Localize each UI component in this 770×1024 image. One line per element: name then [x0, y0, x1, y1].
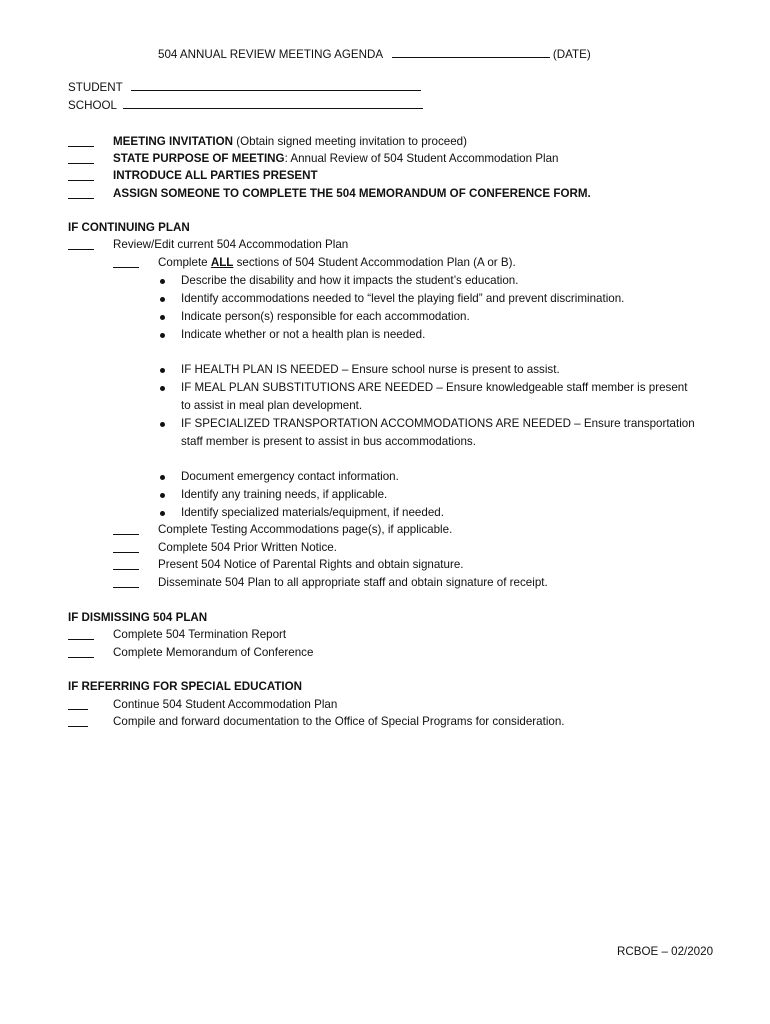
bullet-continuation: to assist in meal plan development. — [181, 399, 363, 412]
bullet-item: Identify specialized materials/equipment, if needed. — [181, 506, 444, 519]
checkbox-line[interactable] — [68, 135, 94, 147]
bullet-icon — [160, 511, 165, 516]
refer-item: Continue 504 Student Accommodation Plan — [113, 698, 338, 711]
bullet-icon — [160, 368, 165, 373]
dismiss-item: Complete Memorandum of Conference — [113, 646, 314, 659]
checkbox-line[interactable] — [68, 238, 94, 250]
refer-item: Compile and forward documentation to the Office of Special Programs for consideration. — [113, 715, 565, 728]
bullet-icon — [160, 279, 165, 284]
bullet-item: Document emergency contact information. — [181, 470, 399, 483]
bullet-item: IF HEALTH PLAN IS NEEDED – Ensure school nurse is present to assist. — [181, 363, 560, 376]
date-label: (DATE) — [552, 48, 591, 61]
checkbox-line[interactable] — [68, 169, 94, 181]
checkbox-line[interactable] — [68, 715, 88, 727]
checklist-bold: STATE PURPOSE OF MEETING — [113, 152, 285, 165]
checklist-bold: INTRODUCE ALL PARTIES PRESENT — [113, 169, 318, 182]
complete-all-item — [158, 256, 516, 269]
task-item: Disseminate 504 Plan to all appropriate staff and obtain signature of receipt. — [158, 576, 548, 589]
bullet-icon — [160, 422, 165, 427]
checklist-item — [113, 152, 558, 165]
section-heading-continuing: IF CONTINUING PLAN — [68, 221, 190, 234]
bullet-continuation: staff member is present to assist in bus accommodations. — [181, 435, 476, 448]
bullet-icon — [160, 386, 165, 391]
school-label: SCHOOL — [68, 99, 117, 112]
checkbox-line[interactable] — [68, 646, 94, 658]
section-heading-dismissing: IF DISMISSING 504 PLAN — [68, 611, 208, 624]
checklist-item — [113, 187, 591, 200]
checkbox-line[interactable] — [68, 152, 94, 164]
bullet-item: Indicate person(s) responsible for each accommodation. — [181, 310, 470, 323]
dismiss-item: Complete 504 Termination Report — [113, 628, 287, 641]
document-title: 504 ANNUAL REVIEW MEETING AGENDA — [158, 48, 383, 61]
checklist-bold: ASSIGN SOMEONE TO COMPLETE THE 504 MEMORANDUM OF CONFERENCE FORM. — [113, 187, 591, 200]
task-item: Complete Testing Accommodations page(s), if applicable. — [158, 523, 453, 536]
bullet-icon — [160, 333, 165, 338]
section-heading-referring: IF REFERRING FOR SPECIAL EDUCATION — [68, 680, 303, 693]
task-item: Present 504 Notice of Parental Rights and obtain signature. — [158, 558, 464, 571]
checkbox-line[interactable] — [113, 256, 139, 268]
student-row — [68, 80, 421, 94]
bullet-icon — [160, 315, 165, 320]
bullet-icon — [160, 475, 165, 480]
checkbox-line[interactable] — [113, 558, 139, 570]
complete-suffix: sections of 504 Student Accommodation Plan (A or B). — [233, 256, 516, 269]
bullet-item: Describe the disability and how it impacts the student’s education. — [181, 274, 519, 287]
checklist-item — [113, 169, 318, 182]
checkbox-line[interactable] — [68, 628, 94, 640]
checklist-text: : Annual Review of 504 Student Accommodation Plan — [284, 152, 559, 165]
date-field[interactable] — [392, 47, 550, 58]
bullet-item: Indicate whether or not a health plan is needed. — [181, 328, 426, 341]
bullet-item: Identify accommodations needed to “level the playing field” and prevent discrimination. — [181, 292, 625, 305]
bullet-item: IF SPECIALIZED TRANSPORTATION ACCOMMODATIONS ARE NEEDED – Ensure transportation — [181, 417, 695, 430]
checkbox-line[interactable] — [113, 523, 139, 535]
checkbox-line[interactable] — [113, 541, 139, 553]
footer-code: RCBOE – 02/2020 — [617, 945, 714, 958]
checklist-bold: MEETING INVITATION — [113, 135, 234, 148]
checklist-text: (Obtain signed meeting invitation to proceed) — [233, 135, 467, 148]
checkbox-line[interactable] — [113, 576, 139, 588]
checkbox-line[interactable] — [68, 698, 88, 710]
checklist-item — [113, 135, 467, 148]
school-row — [68, 98, 423, 112]
bullet-item: Identify any training needs, if applicable. — [181, 488, 388, 501]
bullet-icon — [160, 297, 165, 302]
student-label: STUDENT — [68, 81, 123, 94]
document-title-row — [158, 47, 591, 61]
review-item: Review/Edit current 504 Accommodation Plan — [113, 238, 349, 251]
complete-all-emphasis: ALL — [210, 256, 234, 269]
bullet-icon — [160, 493, 165, 498]
student-field[interactable] — [131, 80, 421, 91]
complete-prefix: Complete — [158, 256, 211, 269]
school-field[interactable] — [123, 98, 423, 109]
checkbox-line[interactable] — [68, 187, 94, 199]
bullet-item: IF MEAL PLAN SUBSTITUTIONS ARE NEEDED – Ensure knowledgeable staff member is present — [181, 381, 688, 394]
task-item: Complete 504 Prior Written Notice. — [158, 541, 337, 554]
